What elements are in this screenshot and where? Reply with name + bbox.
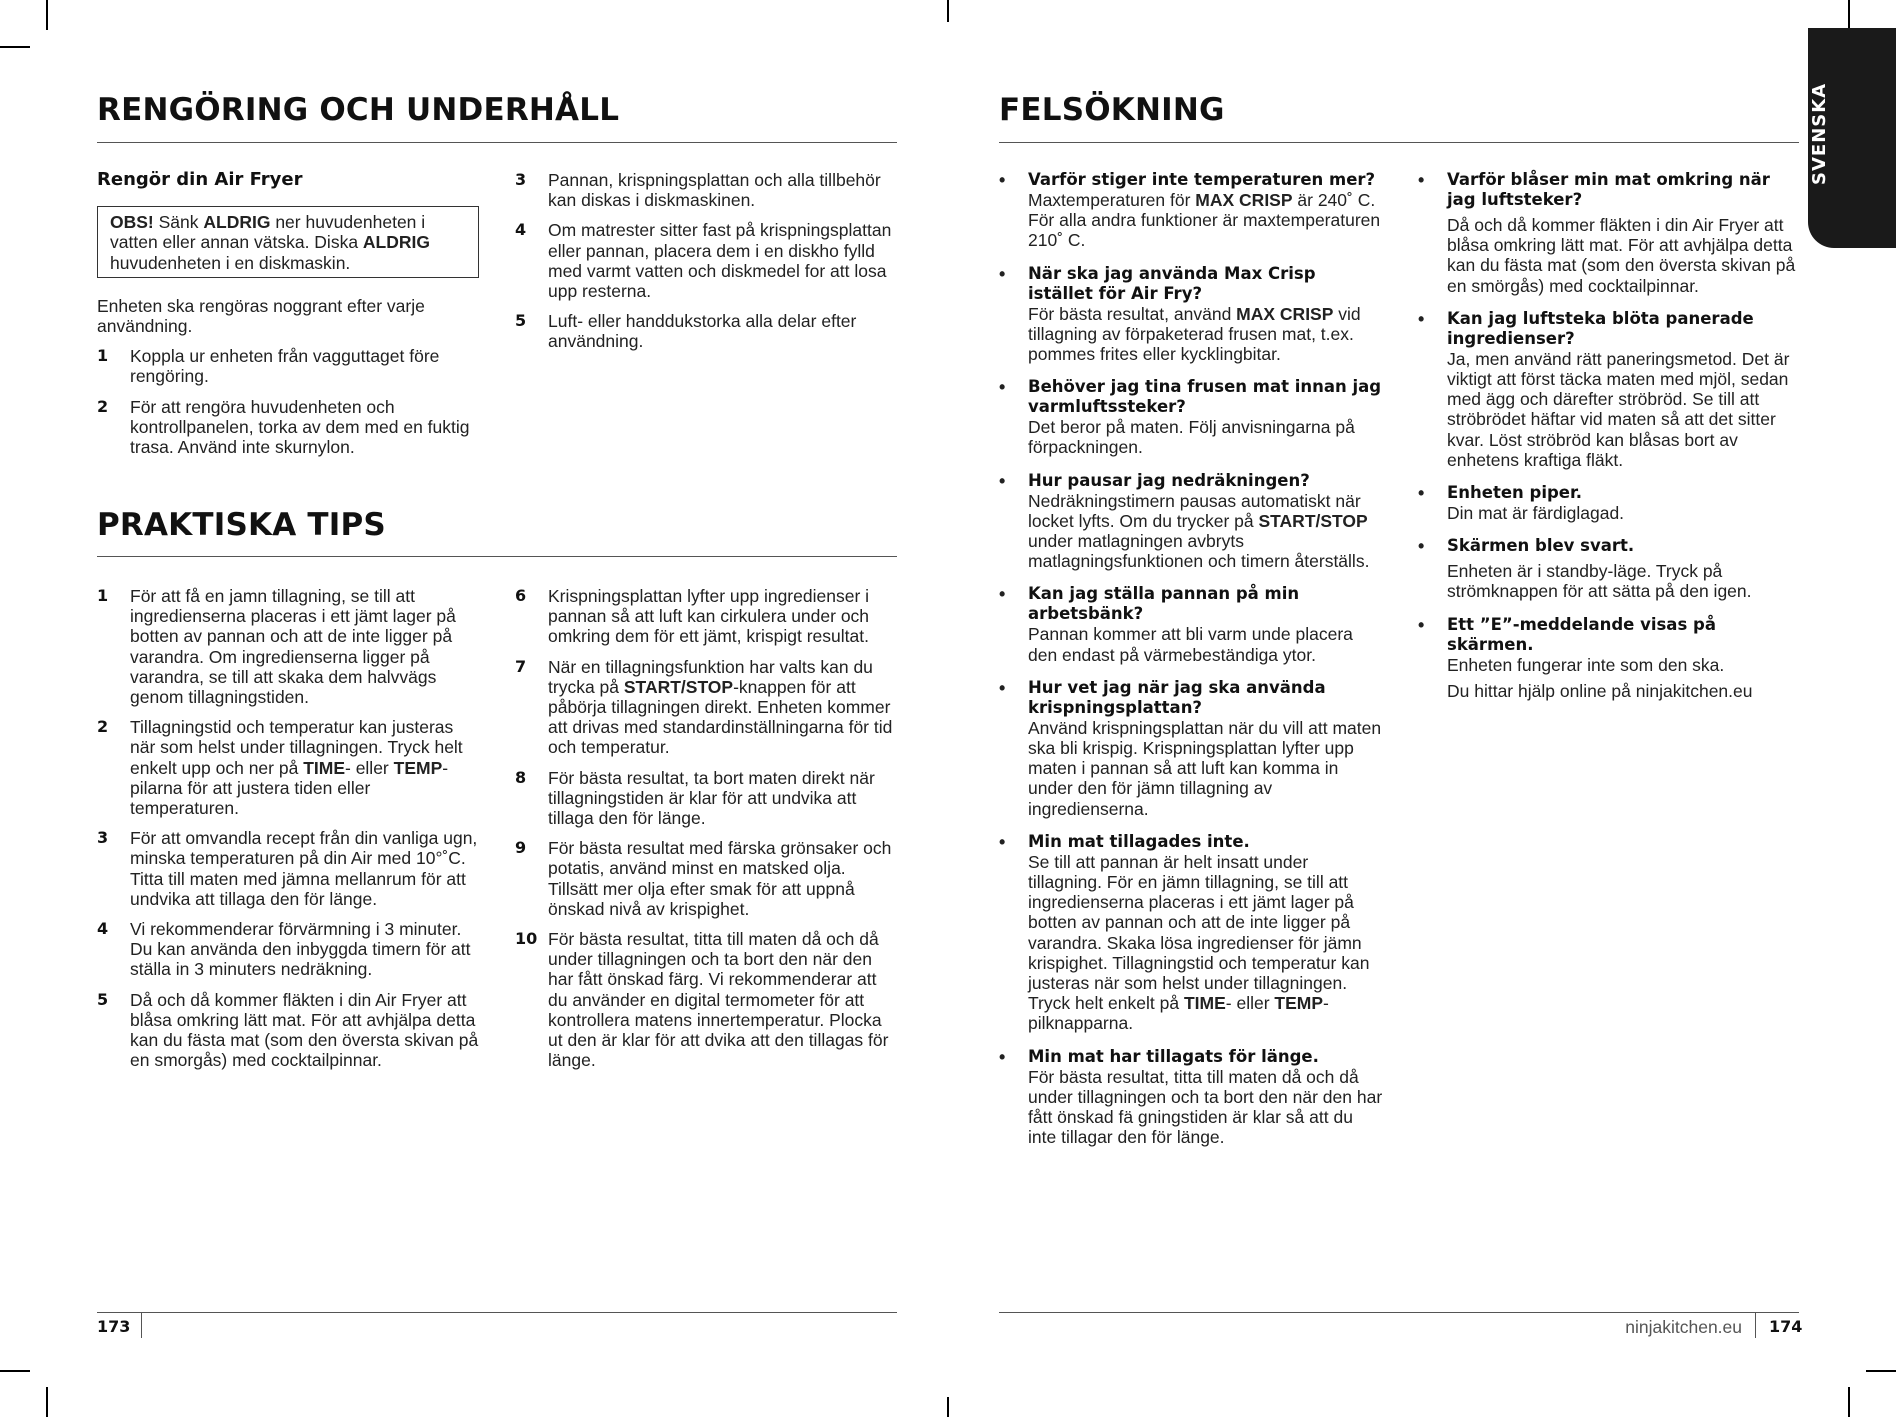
list-item bbox=[515, 311, 900, 351]
bullet-icon: • bbox=[1418, 170, 1425, 190]
list-item bbox=[97, 828, 479, 909]
divider bbox=[97, 142, 897, 143]
item-number: 5 bbox=[515, 311, 527, 331]
faq-item bbox=[999, 678, 1384, 819]
answer-text: - eller bbox=[1225, 993, 1275, 1014]
item-text: -knappen för att påbörja tillagningen direkt. Enheten kommer att drivas med standardinställningarna för tid och temperatur. bbox=[548, 676, 893, 758]
crop-mark bbox=[46, 0, 48, 30]
answer-text: Pannan kommer att bli varm unde placera den endast på värmebeständiga ytor. bbox=[1028, 624, 1353, 665]
list-item bbox=[97, 717, 479, 818]
answer-text: vid tillagning av förpaketerad frusen mat, t.ex. pommes frites eller kycklingbitar. bbox=[1028, 303, 1361, 365]
bullet-icon: • bbox=[999, 677, 1006, 698]
troubleshooting-title: FELSÖKNING bbox=[999, 92, 1225, 128]
bullet-icon: • bbox=[999, 470, 1006, 491]
item-emphasis: TEMP bbox=[393, 757, 443, 778]
list-item bbox=[97, 586, 479, 707]
item-number: 10 bbox=[515, 929, 538, 949]
answer-text: Det beror på maten. Följ anvisningarna på förpackningen. bbox=[1028, 417, 1355, 458]
bullet-icon: • bbox=[999, 170, 1006, 190]
item-text: Koppla ur enheten från vagguttaget före rengöring. bbox=[130, 346, 440, 387]
bullet-icon: • bbox=[1418, 536, 1425, 557]
note-label: OBS! bbox=[110, 212, 154, 233]
faq-question: Varför stiger inte temperaturen mer? bbox=[1028, 170, 1376, 189]
faq-item bbox=[1418, 615, 1803, 701]
tips-col-2 bbox=[515, 586, 900, 1080]
crop-mark bbox=[1866, 1370, 1896, 1372]
item-text: Tillagningstid och temperatur kan justeras när som helst under tillagningen. Tryck helt enkelt upp och ner på bbox=[130, 717, 463, 778]
page-number: 174 bbox=[1769, 1317, 1803, 1336]
item-number: 4 bbox=[515, 220, 527, 240]
answer-text: Använd krispningsplattan när du vill att maten ska bli krispig. Krispningsplattan lyfter upp maten i pannan så att luft kan komma in under den för jämn tillagning av ingredienserna. bbox=[1028, 717, 1382, 819]
bullet-icon: • bbox=[1418, 483, 1425, 504]
help-text: Du hittar hjälp online på ninjakitchen.eu bbox=[1447, 680, 1753, 701]
bullet-icon: • bbox=[999, 377, 1006, 398]
answer-emphasis: MAX CRISP bbox=[1195, 190, 1293, 210]
item-number: 1 bbox=[97, 346, 109, 366]
cleaning-col-2 bbox=[515, 170, 900, 362]
item-number: 5 bbox=[97, 989, 109, 1009]
footer-rule bbox=[97, 1312, 897, 1313]
faq-question: Hur pausar jag nedräkningen? bbox=[1028, 470, 1310, 490]
item-text: För att få en jamn tillagning, se till att ingredienserna placeras i ett jämt lager på botten av pannan och att de inte ligger på varandra. Om ingredienserna ligger på varandra, se till att skaka dem halvvägs genom tillagningstiden. bbox=[130, 586, 456, 708]
item-text: Då och då kommer fläkten i din Air Fryer att blåsa omkring lätt mat. För att avhjälpa detta kan du fästa mat (som den översta skivan på en smorgås) med cocktailpinnar. bbox=[130, 989, 479, 1071]
faq-question: Behöver jag tina frusen mat innan jag varmluftssteker? bbox=[1028, 377, 1382, 417]
item-emphasis: START/STOP bbox=[623, 676, 734, 697]
faq-answer bbox=[1447, 655, 1803, 675]
item-emphasis: TIME bbox=[303, 757, 345, 778]
answer-text: under matlagningen avbryts matlagningsfunktionen och timern återställs. bbox=[1028, 531, 1370, 572]
crop-mark bbox=[947, 0, 949, 22]
footer-divider bbox=[1755, 1313, 1756, 1338]
item-number: 9 bbox=[515, 838, 527, 858]
faq-answer bbox=[1447, 503, 1803, 523]
faq-item bbox=[999, 1047, 1384, 1148]
faq-question: Min mat har tillagats för länge. bbox=[1028, 1046, 1319, 1066]
faq-item bbox=[1418, 309, 1803, 470]
item-text: -pilarna för att justera tiden eller temperaturen. bbox=[130, 757, 449, 819]
faq-answer bbox=[1447, 349, 1803, 470]
faq-item bbox=[1418, 536, 1803, 601]
crop-mark bbox=[0, 1370, 30, 1372]
list-item bbox=[515, 170, 900, 210]
website-link[interactable]: ninjakitchen.eu bbox=[1625, 1317, 1742, 1337]
list-item bbox=[97, 919, 479, 980]
faq-item bbox=[999, 377, 1384, 457]
list-item bbox=[515, 929, 900, 1070]
item-text: För bästa resultat, ta bort maten direkt när tillagningstiden är klar för att undvika att tillaga den för länge. bbox=[548, 767, 875, 829]
crop-mark bbox=[1848, 0, 1850, 30]
faq-question: Enheten piper. bbox=[1447, 483, 1583, 503]
answer-text: För bästa resultat, använd bbox=[1028, 303, 1237, 324]
tips-col-1 bbox=[97, 586, 479, 1080]
faq-question: Min mat tillagades inte. bbox=[1028, 831, 1250, 851]
cleaning-subtitle: Rengör din Air Fryer bbox=[97, 169, 303, 190]
faq-answer bbox=[1028, 304, 1384, 365]
faq-item bbox=[999, 832, 1384, 1034]
list-item bbox=[97, 346, 479, 386]
divider bbox=[999, 142, 1799, 143]
footer-rule bbox=[999, 1312, 1799, 1313]
cleaning-col-1 bbox=[97, 170, 479, 467]
item-number: 2 bbox=[97, 717, 109, 737]
faq-col-2 bbox=[1418, 170, 1803, 714]
item-text: För bästa resultat med färska grönsaker och potatis, använd minst en matsked olja. Tillsätt mer olja efter smak för att uppnå önskad nivå av krispighet. bbox=[548, 838, 892, 919]
answer-text: -pilknapparna. bbox=[1028, 993, 1329, 1034]
answer-text: är 240˚ C. För alla andra funktioner är maxtemperaturen 210˚ C. bbox=[1028, 190, 1381, 251]
list-item bbox=[97, 990, 479, 1071]
answer-emphasis: MAX CRISP bbox=[1236, 303, 1334, 324]
note-emphasis: ALDRIG bbox=[203, 212, 271, 233]
item-number: 6 bbox=[515, 586, 527, 605]
list-item bbox=[515, 657, 900, 758]
faq-answer bbox=[1028, 491, 1384, 572]
item-text: Vi rekommenderar förvärmning i 3 minuter. Du kan använda den inbyggda timern för att ställa in 3 minuters nedräkning. bbox=[130, 919, 471, 980]
bullet-icon: • bbox=[999, 584, 1006, 605]
item-text: Krispningsplattan lyfter upp ingredienser i pannan så att luft kan cirkulera under och omkring dem för ett jämt, krispigt resultat. bbox=[548, 586, 870, 647]
faq-answer bbox=[1028, 718, 1384, 819]
bullet-icon: • bbox=[999, 1046, 1006, 1067]
faq-question: Ett ”E”-meddelande visas på skärmen. bbox=[1447, 614, 1716, 654]
note-text: huvudenheten i en diskmaskin. bbox=[110, 252, 351, 273]
answer-text: Enheten är i standby-läge. Tryck på strömknappen för att sätta på den igen. bbox=[1447, 561, 1752, 602]
divider bbox=[97, 556, 897, 557]
faq-answer bbox=[1447, 561, 1803, 601]
language-tab-label: SVENSKA bbox=[1809, 82, 1830, 185]
cleaning-intro: Enheten ska rengöras noggrant efter varje användning. bbox=[97, 295, 425, 337]
faq-item bbox=[999, 264, 1384, 365]
tips-title: PRAKTISKA TIPS bbox=[97, 507, 386, 543]
bullet-icon: • bbox=[1418, 308, 1425, 329]
note-text: Sänk bbox=[153, 212, 204, 233]
item-number: 4 bbox=[97, 919, 109, 939]
item-text: För att rengöra huvudenheten och kontrollpanelen, torka av dem med en fuktig trasa. Använd inte skurnylon. bbox=[130, 396, 470, 458]
item-number: 8 bbox=[515, 767, 527, 787]
cleaning-title: RENGÖRING OCH UNDERHÅLL bbox=[97, 92, 620, 128]
answer-emphasis: TIME bbox=[1183, 993, 1226, 1014]
faq-question: Kan jag ställa pannan på min arbetsbänk? bbox=[1028, 584, 1300, 624]
answer-text: Ja, men använd rätt paneringsmetod. Det är viktigt att först täcka maten med mjöl, sedan med ägg och därefter ströbröd. Se till att ströbrödet häftar vid maten så att det sitter kvar. Löst ströbröd kan blåsas bort av enhetens kraftiga fläkt. bbox=[1447, 348, 1790, 470]
answer-text: Maxtemperaturen för bbox=[1028, 190, 1196, 210]
list-item bbox=[97, 397, 479, 458]
faq-item bbox=[999, 471, 1384, 572]
faq-answer bbox=[1028, 190, 1384, 251]
note-emphasis: ALDRIG bbox=[362, 232, 430, 253]
item-text: Om matrester sitter fast på krispningsplattan eller pannan, placera dem i en diskho fylld med varmt vatten och diskmedel for att losa upp resterna. bbox=[548, 220, 892, 302]
list-item bbox=[515, 586, 900, 647]
answer-text: Din mat är färdiglagad. bbox=[1447, 503, 1625, 524]
answer-emphasis: START/STOP bbox=[1258, 510, 1368, 531]
crop-mark bbox=[1848, 1387, 1850, 1417]
faq-question: Kan jag luftsteka blöta panerade ingredienser? bbox=[1447, 308, 1754, 348]
faq-item bbox=[1418, 170, 1803, 296]
warning-note bbox=[97, 206, 479, 278]
faq-question: Skärmen blev svart. bbox=[1447, 536, 1635, 556]
answer-text: Se till att pannan är helt insatt under tillagning. För en jämn tillagning, se till att ingredienserna placeras i ett jämt lager på botten av pannan och att de inte ligger på varandra. Skaka lösa ingredienser för jämn krispighet. Tillagningstid och temperatur kan justeras när som helst under tillagningen. Tryck helt enkelt på bbox=[1028, 851, 1370, 1014]
crop-mark bbox=[0, 46, 30, 48]
faq-col-1 bbox=[999, 170, 1384, 1161]
faq-answer bbox=[1028, 1067, 1384, 1148]
faq-answer bbox=[1028, 624, 1384, 664]
list-item bbox=[515, 768, 900, 829]
faq-answer bbox=[1028, 852, 1384, 1034]
item-text: För bästa resultat, titta till maten då och då under tillagningen och ta bort den när den har fått önskad färg. Vi rekommenderar att du använder en digital termometer för att kontrollera matens innertemperatur. Plocka ut den är klar för att dvika att den tillagas för länge. bbox=[548, 929, 889, 1071]
item-number: 3 bbox=[97, 828, 109, 848]
faq-item bbox=[1418, 483, 1803, 523]
item-number: 2 bbox=[97, 396, 109, 416]
faq-question: Hur vet jag när jag ska använda krispningsplattan? bbox=[1028, 677, 1326, 717]
crop-mark bbox=[947, 1397, 949, 1417]
item-text: För att omvandla recept från din vanliga ugn, minska temperaturen på din Air med 10°˚C. Titta till maten med jämna mellanrum för att undvika att tillaga den för länge. bbox=[130, 828, 478, 909]
item-text: När en tillagningsfunktion har valts kan du trycka på bbox=[548, 656, 873, 697]
item-number: 1 bbox=[97, 586, 109, 605]
crop-mark bbox=[46, 1387, 48, 1417]
faq-item bbox=[999, 584, 1384, 664]
note-text: ner huvudenheten i vatten eller annan vätska. Diska bbox=[110, 212, 426, 253]
answer-text: Nedräkningstimern pausas automatiskt när locket lyfts. Om du trycker på bbox=[1028, 490, 1361, 531]
bullet-icon: • bbox=[999, 831, 1006, 852]
item-number: 7 bbox=[515, 656, 527, 676]
answer-text: Då och då kommer fläkten i din Air Fryer att blåsa omkring lätt mat. För att avhjälpa detta kan du fästa mat (som den översta skivan på en smörgås) med cocktailpinnar. bbox=[1447, 215, 1796, 296]
item-text: Luft- eller handdukstorka alla delar efter användning. bbox=[548, 311, 857, 352]
bullet-icon: • bbox=[1418, 614, 1425, 635]
list-item bbox=[515, 838, 900, 919]
footer-divider bbox=[141, 1313, 142, 1338]
page-number: 173 bbox=[97, 1317, 131, 1336]
item-number: 3 bbox=[515, 170, 527, 189]
answer-emphasis: TEMP bbox=[1274, 993, 1324, 1014]
list-item bbox=[515, 220, 900, 301]
faq-question: När ska jag använda Max Crisp istället för Air Fry? bbox=[1028, 263, 1316, 303]
faq-answer bbox=[1447, 215, 1803, 296]
faq-item bbox=[999, 170, 1384, 251]
faq-answer bbox=[1028, 417, 1384, 457]
faq-question: Varför blåser min mat omkring när jag luftsteker? bbox=[1447, 170, 1770, 209]
bullet-icon: • bbox=[999, 263, 1006, 284]
item-text: Pannan, krispningsplattan och alla tillbehör kan diskas i diskmaskinen. bbox=[548, 170, 881, 211]
answer-text: Enheten fungerar inte som den ska. bbox=[1447, 654, 1725, 675]
answer-text: För bästa resultat, titta till maten då och då under tillagningen och ta bort den när den har fått önskad fä gningstiden är klar så att du inte tillagar den för länge. bbox=[1028, 1066, 1383, 1148]
item-text: - eller bbox=[345, 757, 394, 778]
